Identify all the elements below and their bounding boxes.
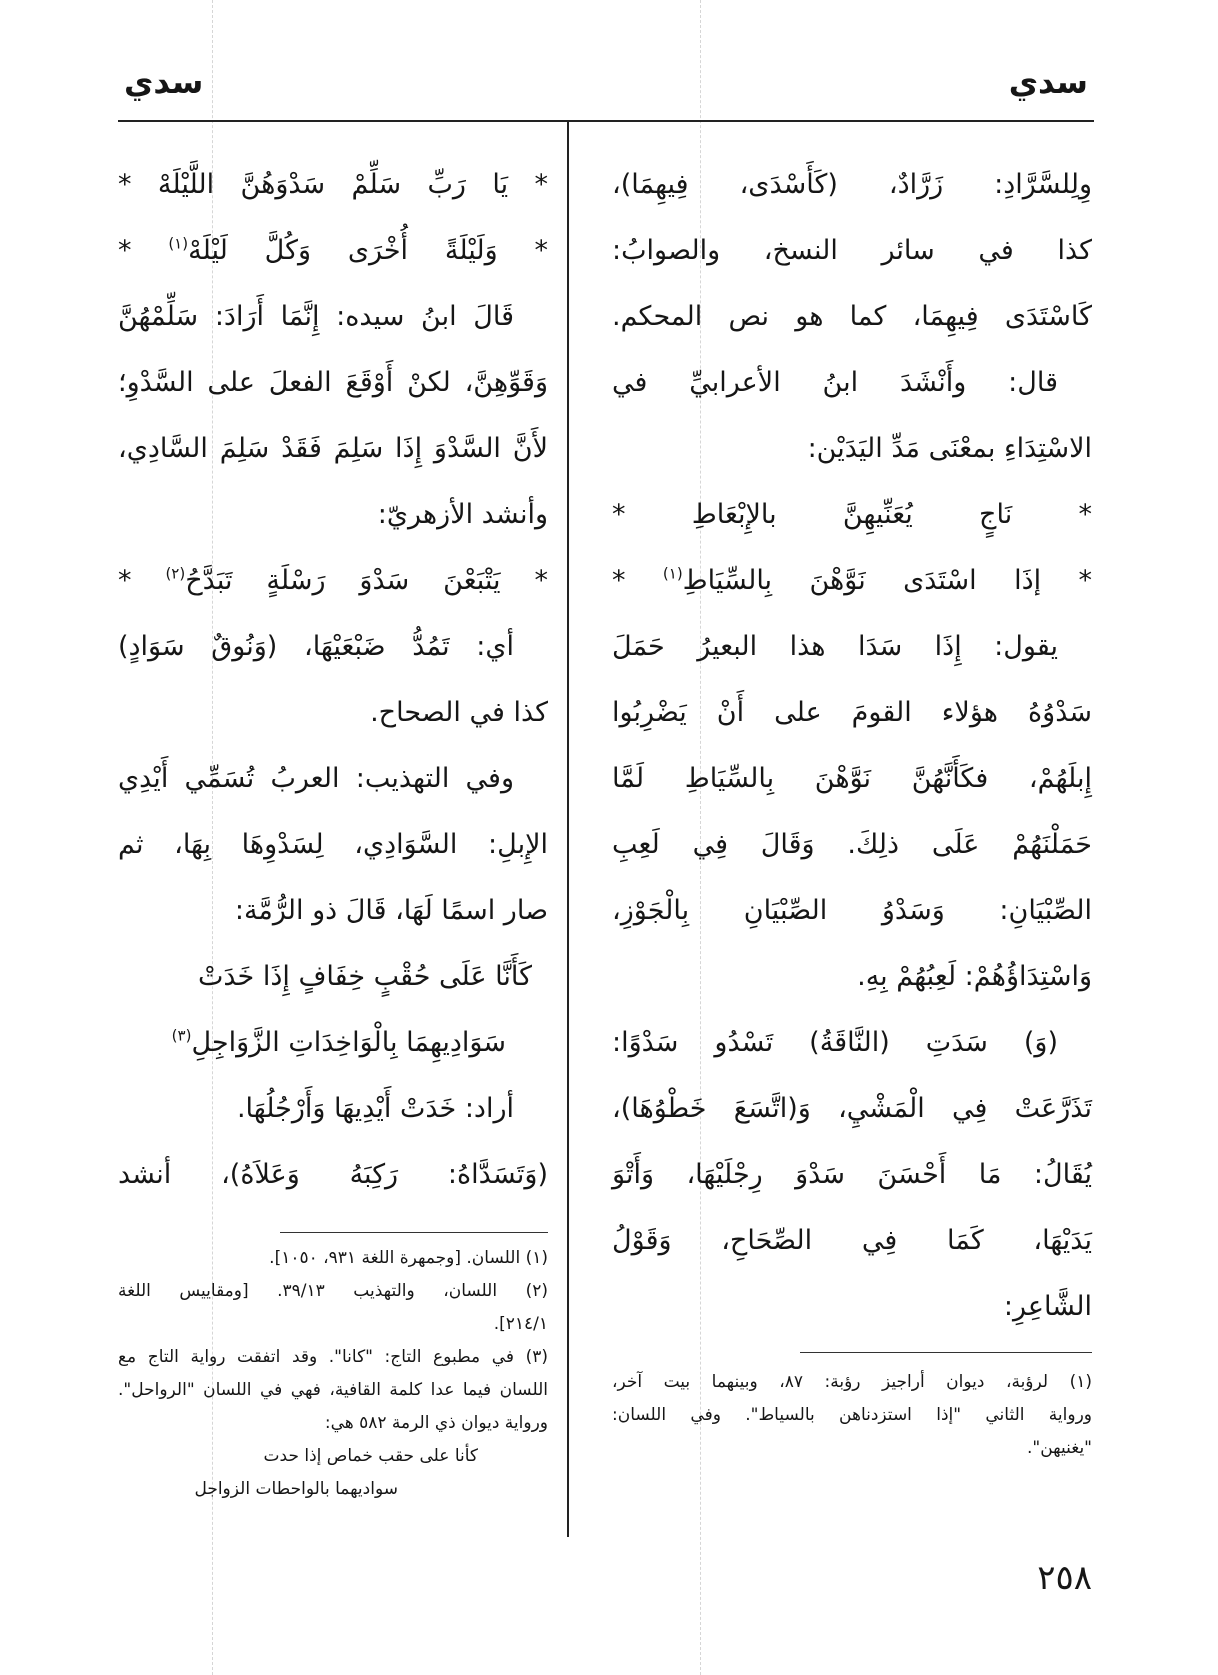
text-line: صار اسمًا لَهَا، قَالَ ذو الرُّمَّة: — [234, 895, 548, 926]
text-line: لأَنَّ السَّدْوَ إِذَا سَلِمَ فَقَدْ سَلِمَ السَّادِي، — [118, 433, 548, 464]
column-divider — [567, 121, 569, 1537]
text-line: الصِّبْيَانِ: وَسَدْوُ الصِّبْيَانِ بِالْجَوْزِ، — [612, 895, 1092, 926]
footnote-rule — [800, 1352, 1092, 1353]
verse-line — [118, 548, 548, 614]
text-line: يَدَيْهَا، كَمَا فِي الصِّحَاحِ، وَقَوْلُ — [612, 1225, 1092, 1256]
footnote: (٣) في مطبوع التاج: "كانا". وقد اتفقت رواية التاج مع — [118, 1347, 548, 1367]
text-line: يقول: إِذَا سَدَا هذا البعيرُ حَمَلَ — [612, 631, 1058, 662]
text-line: وَاسْتِدَاؤُهُمْ: لَعِبُهُمْ بِهِ. — [857, 961, 1092, 992]
footnote-rule — [280, 1232, 548, 1233]
verse-end: * — [612, 565, 663, 596]
footnote: ورواية الثاني "إذا استزدناهن بالسياط". وفي اللسان: — [612, 1405, 1092, 1425]
text-line: (وَتَسَدَّاهُ: رَكِبَهُ وَعَلاَهُ)، أنشد — [118, 1159, 548, 1190]
footnote-verse: سواديهما بالواحطات الزواجل — [194, 1479, 398, 1499]
running-header-left: سدي — [124, 63, 204, 101]
text-line: كَاسْتَدَى فِيهِمَا، كما هو نص المحكم. — [612, 301, 1092, 332]
text-line: حَمَلْنَهُمْ عَلَى ذلِكَ. وَقَالَ فِي لَعِبِ — [612, 829, 1092, 860]
verse-end: * — [118, 235, 169, 266]
text-line: قَالَ ابنُ سيده: إِنَّمَا أَرَادَ: سَلِّمْهُنَّ — [118, 301, 514, 332]
poem-hemistich — [118, 1010, 548, 1076]
footnote: "يغنيهن". — [1026, 1438, 1092, 1458]
text-line: (وَ) سَدَتِ (النَّاقَةُ) تَسْدُو سَدْوًا: — [612, 1027, 1058, 1058]
footnote: (٢) اللسان، والتهذيب ٣٩/١٣. [ومقاييس اللغة — [118, 1281, 548, 1301]
text-line: وَقَوِّهِنَّ، لكنْ أَوْقَعَ الفعلَ على السَّدْوِ؛ — [118, 367, 548, 398]
text-line: الاسْتِدَاءِ بمعْنَى مَدِّ اليَدَيْن: — [807, 433, 1092, 464]
footnote-marker: (١) — [168, 234, 189, 253]
text-line: كذا في سائر النسخ، والصوابُ: — [612, 235, 1092, 266]
verse-text: سَوَادِيهِمَا بِالْوَاخِدَاتِ الزَّوَاجِلِ — [191, 1027, 506, 1058]
footnote-marker: (١) — [662, 564, 683, 583]
footnote: ورواية ديوان ذي الرمة ٥٨٢ هي: — [324, 1413, 548, 1433]
text-line: إِبلَهُمْ، فكَأَنَّهُنَّ نَوَّهْنَ بِالسِّيَاطِ لَمَّا — [612, 763, 1092, 794]
right-footnotes — [612, 1366, 1092, 1465]
text-line: كذا في الصحاح. — [370, 697, 548, 728]
header-rule — [118, 120, 1094, 122]
verse-text: * إذَا اسْتَدَى نَوَّهْنَ بِالسِّيَاطِ — [682, 565, 1092, 596]
text-line: وفي التهذيب: العربُ تُسَمِّي أَيْدِي — [118, 763, 514, 794]
verse-line: * يَا رَبِّ سَلِّمْ سَدْوَهُنَّ اللَّيْلَهْ * — [118, 169, 548, 200]
poem-hemistich: كَأَنَّا عَلَى حُقْبٍ خِفَافٍ إِذَا خَدَتْ — [197, 961, 532, 992]
text-line: قال: وأَنْشَدَ ابنُ الأعرابيِّ في — [612, 367, 1058, 398]
text-line: الإِبلِ: السَّوَادِي، لِسَدْوِهَا بِهَا، ثم — [118, 829, 548, 860]
text-line: تَذَرَّعَتْ فِي الْمَشْيِ، وَ(اتَّسَعَ خَطْوُهَا)، — [612, 1093, 1092, 1124]
text-line: وِلِلسَّرَّادِ: زَرَّادٌ، (كَأَسْدَى، فِيهِمَا)، — [612, 169, 1092, 200]
verse-line — [612, 548, 1092, 614]
footnote-marker: (٢) — [165, 564, 186, 583]
left-footnotes — [118, 1242, 548, 1506]
text-line: يُقَالُ: مَا أَحْسَنَ سَدْوَ رِجْلَيْهَا، وَأَتْوَ — [612, 1159, 1092, 1190]
text-line: سَدْوُهُ هؤلاء القومَ على أَنْ يَضْرِبُوا — [612, 697, 1092, 728]
footnote: (١) اللسان. [وجمهرة اللغة ٩٣١، ١٠٥٠]. — [269, 1248, 548, 1268]
right-column — [612, 152, 1092, 1340]
verse-line — [118, 218, 548, 284]
text-line: أراد: خَدَتْ أَيْدِيهَا وَأَرْجُلُهَا. — [236, 1093, 514, 1124]
verse-line: * نَاجٍ يُعَنِّيهِنَّ بالإِبْعَاطِ * — [612, 499, 1092, 530]
text-line: أي: تَمُدُّ ضَبْعَيْهَا، (وَنُوقٌ سَوَادٍ) — [118, 631, 514, 662]
text-line: وأنشد الأزهريّ: — [377, 499, 548, 530]
footnote: اللسان فيما عدا كلمة القافية، فهي في اللسان "الرواحل". — [118, 1380, 548, 1400]
verse-text: * يَتْبَعْنَ سَدْوَ رَسْلَةٍ تَبَدَّحُ — [185, 565, 548, 596]
left-column — [118, 152, 548, 1208]
verse-text: * وَلَيْلَةً أُخْرَى وَكُلَّ لَيْلَهْ — [188, 235, 548, 266]
verse-end: * — [118, 565, 166, 596]
footnote-verse: كأنا على حقب خماص إذا حدت — [263, 1446, 478, 1466]
text-line: الشَّاعِرِ: — [1003, 1291, 1092, 1322]
footnote-marker: (٣) — [171, 1026, 192, 1045]
footnote: ٢١٤/١]. — [493, 1314, 548, 1334]
page-number: ٢٥٨ — [1037, 1558, 1092, 1598]
footnote: (١) لرؤبة، ديوان أراجيز رؤبة: ٨٧، وبينهما بيت آخر، — [612, 1372, 1092, 1392]
running-header-right: سدي — [1008, 63, 1088, 101]
